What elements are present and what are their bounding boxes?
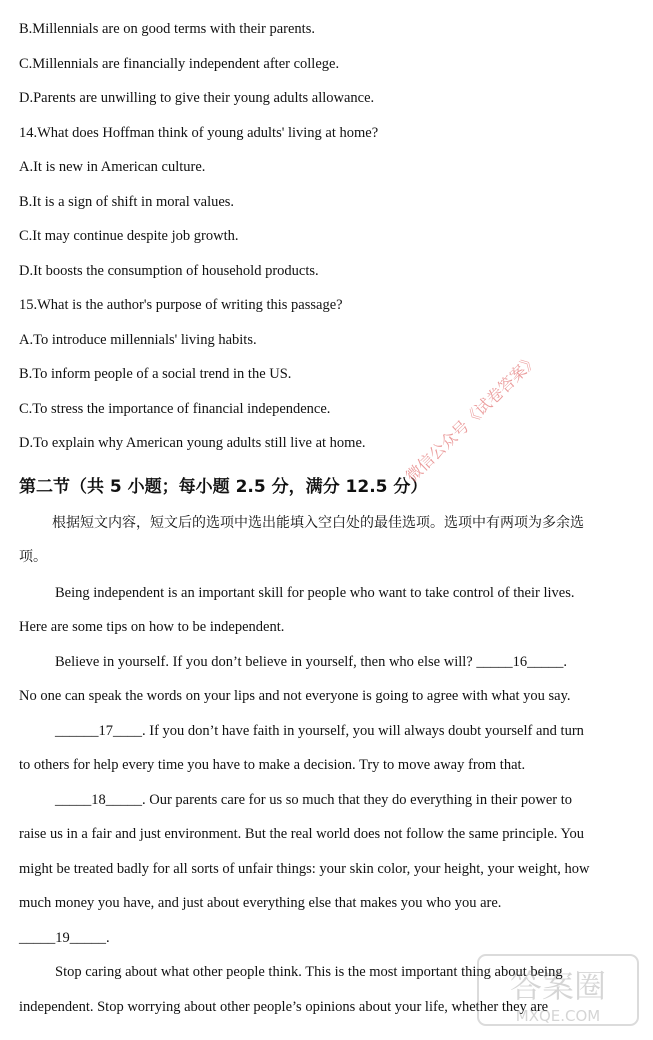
passage-p2-line1 (55, 652, 567, 672)
passage-p1-line2: Here are some tips on how to be independent. (19, 619, 285, 635)
p4-text: . Our parents care for us so much that they do everything in their power to (142, 792, 573, 808)
passage-p3-line1 (55, 721, 584, 741)
option-14a: A.It is new in American culture. (19, 159, 206, 175)
passage-p6-line1: Stop caring about what other people think. This is the most important thing about being (55, 964, 563, 980)
p2-text: Believe in yourself. If you don’t believe in yourself, then who else will? (55, 654, 473, 670)
blank-17: ______17____ (55, 723, 142, 739)
section-heading: 第二节（共 5 小题；每小题 2.5 分，满分 12.5 分） (19, 477, 428, 497)
option-15d: D.To explain why American young adults still live at home. (19, 435, 366, 451)
p5-period: . (106, 930, 110, 946)
logo-text: 答案圈 (509, 967, 607, 1005)
passage-p4-line2: raise us in a fair and just environment. But the real world does not follow the same principle. You (19, 826, 584, 842)
option-15a: A.To introduce millennials' living habits. (19, 332, 257, 348)
answer-circle-logo (470, 945, 650, 1040)
logo-sub: MXQE.COM (515, 1007, 601, 1025)
passage-p2-line2: No one can speak the words on your lips and not everyone is going to agree with what you say. (19, 688, 571, 704)
option-14c: C.It may continue despite job growth. (19, 228, 239, 244)
option-13c: C.Millennials are financially independent after college. (19, 56, 340, 72)
blank-16: _____16_____ (476, 654, 564, 670)
passage-p1-line1: Being independent is an important skill for people who want to take control of their lives. (55, 585, 575, 601)
option-14d: D.It boosts the consumption of household products. (19, 263, 319, 279)
p3-text: . If you don’t have faith in yourself, you will always doubt yourself and turn (142, 723, 584, 739)
p2-period: . (563, 654, 567, 670)
instruction-line1: 根据短文内容，短文后的选项中选出能填入空白处的最佳选项。选项中有两项为多余选 (52, 515, 584, 531)
passage-p4-line1 (55, 790, 572, 810)
blank-18: _____18_____ (55, 792, 142, 808)
passage-p4-line4: much money you have, and just about everything else that makes you who you are. (19, 895, 502, 911)
option-15b: B.To inform people of a social trend in the US. (19, 366, 292, 382)
option-15c: C.To stress the importance of financial independence. (19, 401, 331, 417)
question-14: 14.What does Hoffman think of young adults' living at home? (19, 125, 379, 141)
passage-p6-line2: independent. Stop worrying about other people’s opinions about your life, whether they are (19, 999, 549, 1015)
passage-p3-line2: to others for help every time you have to make a decision. Try to move away from that. (19, 757, 526, 773)
instruction-line2: 项。 (19, 549, 47, 565)
blank-19: _____19_____ (19, 930, 106, 946)
passage-p5 (19, 928, 110, 948)
question-15: 15.What is the author's purpose of writing this passage? (19, 297, 343, 313)
watermark-text: 微信公众号《试卷答案》 (402, 349, 542, 486)
option-13d: D.Parents are unwilling to give their young adults allowance. (19, 90, 375, 106)
option-14b: B.It is a sign of shift in moral values. (19, 194, 235, 210)
passage-p4-line3: might be treated badly for all sorts of unfair things: your skin color, your height, your weight, how (19, 861, 590, 877)
option-13b: B.Millennials are on good terms with their parents. (19, 21, 315, 37)
